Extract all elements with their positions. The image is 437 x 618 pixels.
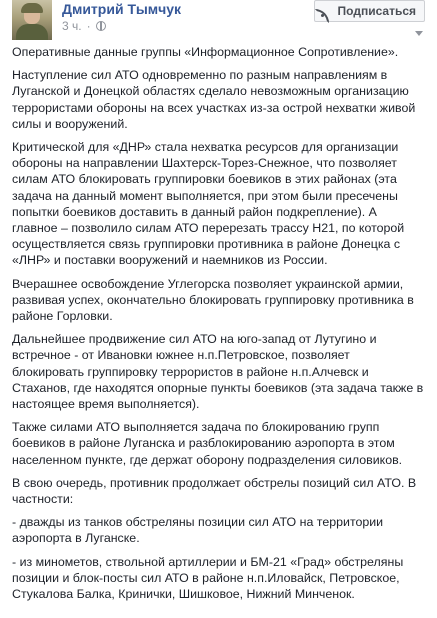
- post-paragraph: Вчерашнее освобождение Углегорска позволяет украинской армии, развивая успех, окончательно блокировать группировку противника в районе Горловки.: [12, 276, 414, 324]
- post-header: [12, 0, 425, 40]
- post-paragraph: Критической для «ДНР» стала нехватка ресурсов для организации обороны на направлении Шахтерск-Торез-Снежное, что позволяет силам АТО блокировать группировки боевиков в этих районах (эта задача на данный момент выполняется, при этом были пресечены попытки боевиков доставить в данный район подкрепление). А главное – позволило силам АТО перерезать трассу Н21, по которой осуществляется связь группировки противника в районе Донецка с «ЛНР» и поставки вооружений и наемников из России.: [12, 140, 405, 268]
- post-paragraph: Также силами АТО выполняется задача по блокированию групп боевиков в районе Луганска и разблокированию аэропорта в этом населенном пункте, где держат оборону подразделения силовиков.: [12, 420, 403, 467]
- post-body: [12, 44, 425, 602]
- post-paragraph: - из минометов, ствольной артиллерии и БМ-21 «Град» обстреляны позиции и блок-посты сил АТО в районе н.п.Иловайск, Петровское, Стукалова Балка, Кринички, Шишковое, Нижний Минченок.: [12, 554, 404, 602]
- subscribe-label: Подписаться: [337, 4, 416, 18]
- post-timestamp[interactable]: 3 ч.: [62, 19, 82, 33]
- author-avatar[interactable]: [12, 0, 52, 40]
- avatar-body-shape: [16, 24, 48, 40]
- globe-icon: [96, 21, 106, 31]
- post-meta: 3 ч. ·: [62, 19, 106, 33]
- post-paragraph: Дальнейшее продвижение сил АТО на юго-запад от Лутугино и встречное - от Ивановки южнее н.п.Петровское, позволяет блокировать группировку террористов в районе н.п.Алчевск и Стаханов, где находятся опорные пункты боевиков (эта задача также в настоящее время выполняется).: [12, 332, 424, 412]
- rss-icon: [321, 5, 333, 17]
- post-paragraph: Наступление сил АТО одновременно по разным направлениям в Луганской и Донецкой областях сделало невозможным организацию террористами обороны на всех участках из-за острой нехватки живой силы и вооружений.: [12, 68, 416, 131]
- author-name-link[interactable]: Дмитрий Тымчук: [62, 1, 182, 17]
- post-paragraph: Оперативные данные группы «Информационное Сопротивление».: [12, 45, 399, 59]
- subscribe-button[interactable]: [314, 0, 425, 22]
- post-paragraph: В свою очередь, противник продолжает обстрелы позиций сил АТО. В частности:: [12, 475, 417, 507]
- post-paragraph: - дважды из танков обстреляны позиции сил АТО на территории аэропорта в Луганске.: [12, 515, 384, 546]
- avatar-helmet-shape: [21, 3, 43, 13]
- chevron-down-icon[interactable]: [413, 28, 425, 38]
